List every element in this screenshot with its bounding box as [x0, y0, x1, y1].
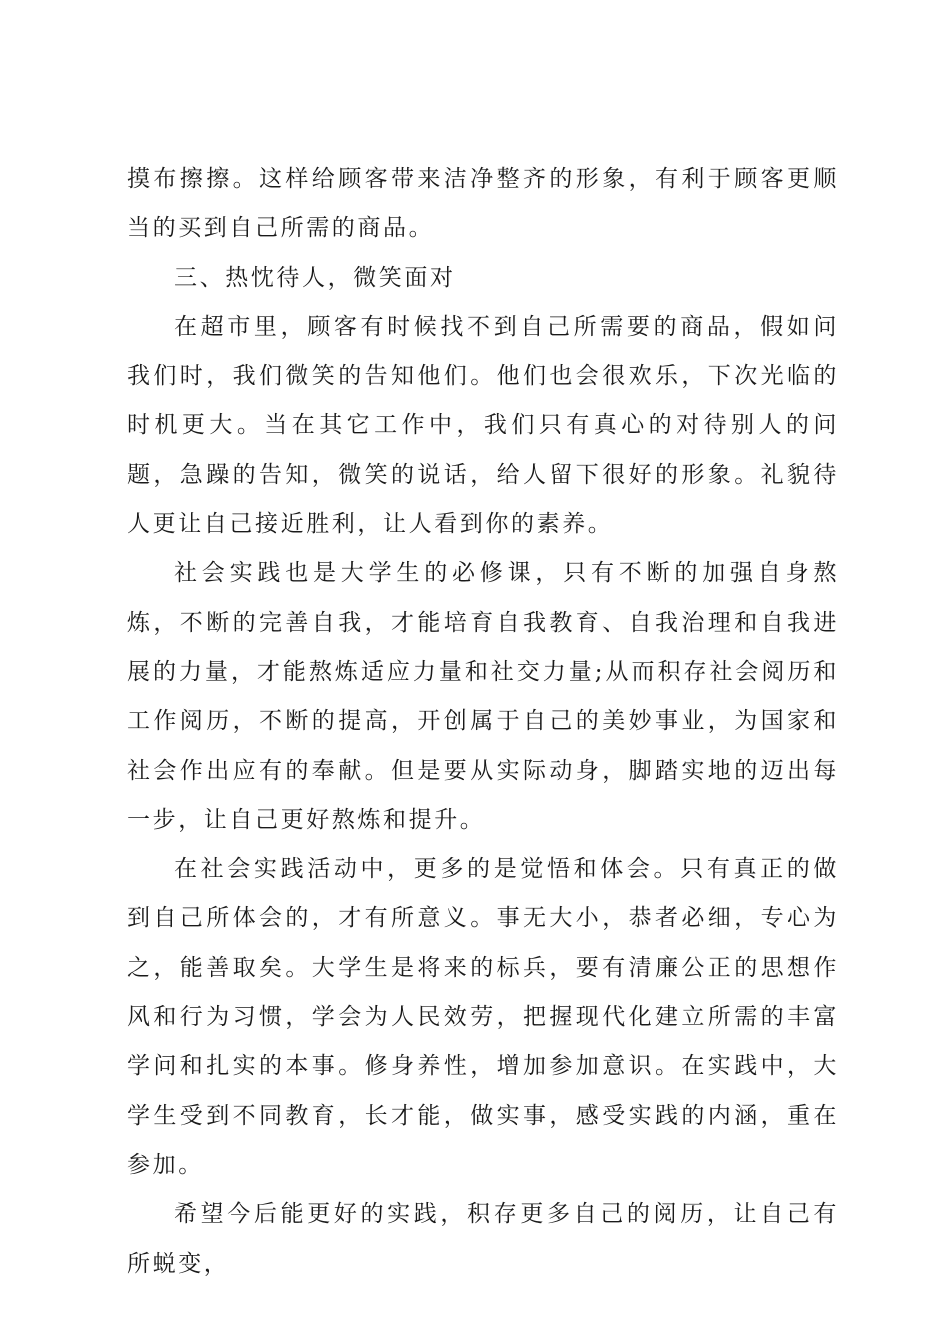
document-body — [127, 155, 839, 1289]
paragraph: 在社会实践活动中，更多的是觉悟和体会。只有真正的做到自己所体会的，才有所意义。事无大小，恭者必细，专心为之，能善取矣。大学生是将来的标兵，要有清廉公正的思想作风和行为习惯，学会为人民效劳，把握现代化建立所需的丰富学问和扎实的本事。修身养性，增加参加意识。在实践中，大学生受到不同教育，长才能，做实事，感受实践的内涵，重在参加。 — [127, 856, 839, 1178]
section-heading: 三、热忱待人，微笑面对 — [174, 264, 456, 291]
paragraph: 社会实践也是大学生的必修课，只有不断的加强自身熬炼，不断的完善自我，才能培育自我教育、自我治理和自我进展的力量，才能熬炼适应力量和社交力量;从而积存社会阅历和工作阅历，不断的提高，开创属于自己的美妙事业，为国家和社会作出应有的奉献。但是要从实际动身，脚踏实地的迈出每一步，让自己更好熬炼和提升。 — [127, 560, 839, 833]
paragraph: 在超市里，顾客有时候找不到自己所需要的商品，假如问我们时，我们微笑的告知他们。他们也会很欢乐，下次光临的时机更大。当在其它工作中，我们只有真心的对待别人的问题，急躁的告知，微笑的说话，给人留下很好的形象。礼貌待人更让自己接近胜利，让人看到你的素养。 — [127, 313, 839, 538]
paragraph: 希望今后能更好的实践，积存更多自己的阅历，让自己有所蜕变， — [127, 1201, 839, 1277]
paragraph-continuation: 摸布擦擦。这样给顾客带来洁净整齐的形象，有利于顾客更顺当的买到自己所需的商品。 — [127, 166, 839, 242]
